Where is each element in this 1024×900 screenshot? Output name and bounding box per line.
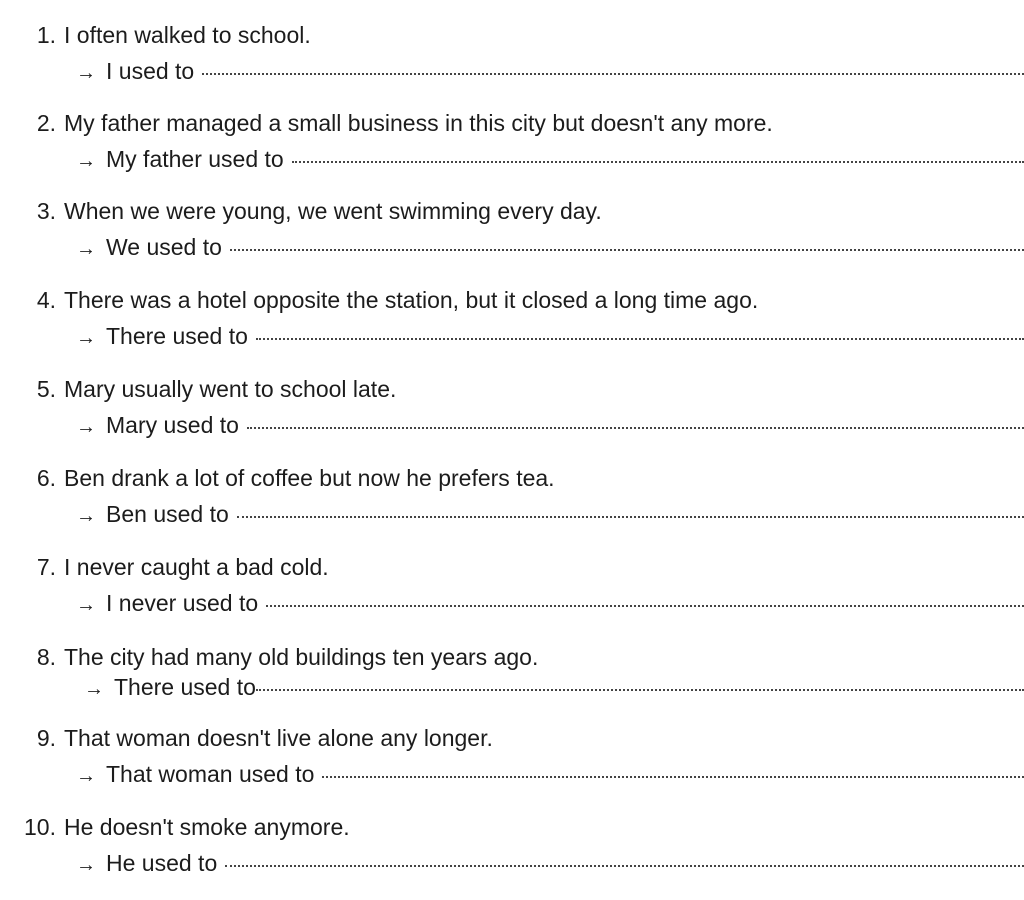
- answer-prompt: There used to: [114, 674, 256, 700]
- answer-prompt: I used to: [106, 58, 195, 84]
- answer-prompt: He used to: [106, 850, 218, 876]
- arrow-icon: →: [76, 765, 96, 787]
- item-number: 5.: [36, 376, 56, 402]
- answer-blank[interactable]: [256, 337, 1024, 340]
- answer-line: [76, 757, 1024, 791]
- arrow-icon: →: [76, 854, 96, 876]
- exercise-item-4: [0, 283, 1024, 363]
- original-sentence: When we were young, we went swimming every day.: [64, 198, 602, 224]
- original-sentence: Ben drank a lot of coffee but now he prefers tea.: [64, 465, 555, 491]
- answer-prompt: Ben used to: [106, 501, 229, 527]
- answer-line: [76, 319, 1024, 353]
- arrow-icon: →: [76, 327, 96, 349]
- arrow-icon: →: [76, 238, 96, 260]
- exercise-item-10: [0, 810, 1024, 890]
- answer-prompt: That woman used to: [106, 761, 315, 787]
- exercise-item-1: [0, 18, 1024, 98]
- original-sentence: Mary usually went to school late.: [64, 376, 397, 402]
- exercise-item-7: [0, 550, 1024, 630]
- exercise-item-5: [0, 372, 1024, 452]
- answer-line: [76, 54, 1024, 88]
- answer-prompt: I never used to: [106, 590, 259, 616]
- original-sentence: There was a hotel opposite the station, but it closed a long time ago.: [64, 287, 759, 313]
- answer-blank[interactable]: [322, 775, 1024, 778]
- question-line: [0, 194, 602, 228]
- item-number: 9.: [36, 725, 56, 751]
- arrow-icon: →: [76, 62, 96, 84]
- question-line: [0, 283, 758, 317]
- answer-line: [76, 586, 1024, 620]
- item-number: 7.: [36, 554, 56, 580]
- answer-blank[interactable]: [225, 864, 1024, 867]
- original-sentence: That woman doesn't live alone any longer.: [64, 725, 493, 751]
- original-sentence: The city had many old buildings ten years ago.: [64, 644, 539, 670]
- answer-line: [76, 142, 1024, 176]
- item-number: 10.: [24, 814, 56, 840]
- item-number: 2.: [36, 110, 56, 136]
- answer-line: [84, 670, 1024, 704]
- question-line: [0, 372, 396, 406]
- answer-prompt: There used to: [106, 323, 248, 349]
- exercise-item-6: [0, 461, 1024, 541]
- answer-blank[interactable]: [292, 160, 1024, 163]
- original-sentence: I often walked to school.: [64, 22, 311, 48]
- answer-line: [76, 497, 1024, 531]
- original-sentence: He doesn't smoke anymore.: [64, 814, 350, 840]
- answer-blank[interactable]: [266, 604, 1024, 607]
- answer-blank[interactable]: [256, 688, 1024, 691]
- item-number: 6.: [36, 465, 56, 491]
- answer-blank[interactable]: [230, 248, 1024, 251]
- question-line: [0, 461, 555, 495]
- arrow-icon: →: [76, 594, 96, 616]
- exercise-item-3: [0, 194, 1024, 274]
- answer-prompt: We used to: [106, 234, 222, 260]
- item-number: 8.: [36, 644, 56, 670]
- question-line: [0, 550, 329, 584]
- answer-prompt: My father used to: [106, 146, 284, 172]
- original-sentence: I never caught a bad cold.: [64, 554, 329, 580]
- question-line: [0, 18, 311, 52]
- answer-blank[interactable]: [247, 426, 1024, 429]
- item-number: 4.: [36, 287, 56, 313]
- answer-blank[interactable]: [237, 515, 1024, 518]
- answer-line: [76, 230, 1024, 264]
- arrow-icon: →: [84, 678, 104, 700]
- exercise-item-9: [0, 721, 1024, 801]
- exercise-item-2: [0, 106, 1024, 186]
- question-line: [0, 106, 773, 140]
- question-line: [0, 721, 493, 755]
- answer-line: [76, 408, 1024, 442]
- exercise-item-8: [0, 640, 1024, 720]
- arrow-icon: →: [76, 150, 96, 172]
- question-line: [0, 810, 350, 844]
- arrow-icon: →: [76, 505, 96, 527]
- item-number: 3.: [36, 198, 56, 224]
- answer-line: [76, 846, 1024, 880]
- answer-prompt: Mary used to: [106, 412, 239, 438]
- item-number: 1.: [36, 22, 56, 48]
- arrow-icon: →: [76, 416, 96, 438]
- answer-blank[interactable]: [202, 72, 1024, 75]
- original-sentence: My father managed a small business in this city but doesn't any more.: [64, 110, 773, 136]
- question-line: [0, 640, 538, 674]
